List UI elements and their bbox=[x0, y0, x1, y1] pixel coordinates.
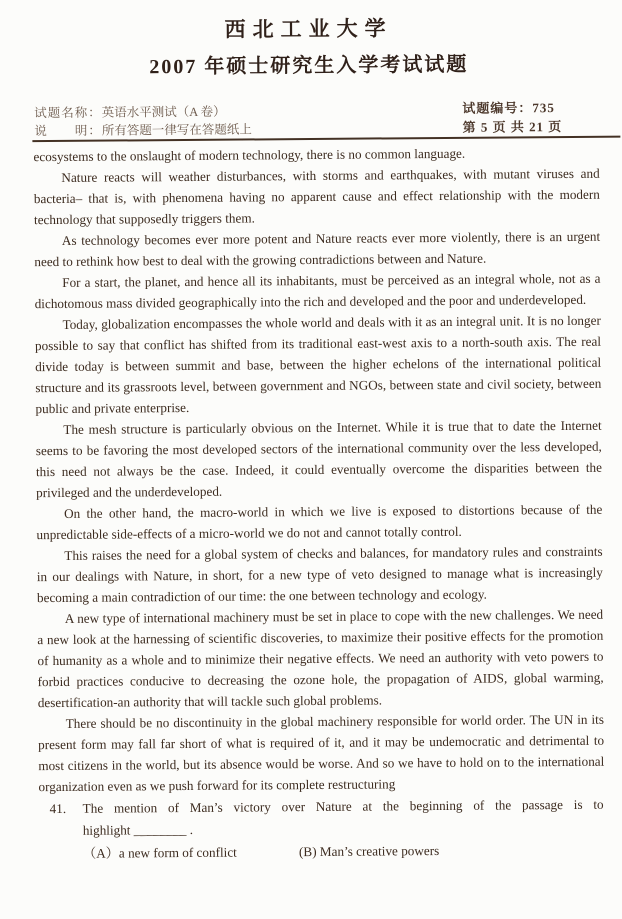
reading-passage bbox=[33, 142, 604, 797]
passage-paragraph: Today, globalization encompasses the whole world and deals with it as an integral unit. It is no longer possible to say that conflict has shifted from its traditional east-west axis to a north-south axis. The real divide today is between summit and base, between the higher echelons of the international political structure and its grassroots level, between government and NGOs, between state and civil society, between public and private enterprise. bbox=[34, 312, 602, 417]
meta-right-block bbox=[462, 98, 562, 137]
test-name-row bbox=[34, 102, 252, 122]
question-stem-line-1: The mention of Man’s victory over Nature at the beginning of the passage is to bbox=[82, 796, 604, 816]
question-stem bbox=[83, 794, 604, 841]
note-label: 说 明： bbox=[34, 123, 102, 139]
passage-paragraph: On the other hand, the macro-world in which we live is exposed to distortions because of the unpredictable side-effects of a micro-world we do not and cannot totally control. bbox=[36, 501, 603, 543]
question-stem-row bbox=[50, 794, 604, 841]
passage-paragraph: A new type of international machinery must be set in place to cope with the new challenges. We need a new look at the harnessing of scientific discoveries, to maximize their positive effects for the promotion of humanity as a whole and to minimize their negative effects. We need an authority with veto powers to forbid practices conducive to decreasing the ozone hole, the propagation of AIDS, global warming, desertification-an authority that will tackle such global problems. bbox=[37, 606, 604, 711]
test-name-value: 英语水平测试（A 卷） bbox=[101, 104, 226, 120]
exam-title: 2007 年硕士研究生入学考试试题 bbox=[149, 53, 469, 79]
meta-left-block bbox=[34, 102, 252, 140]
passage-paragraph: There should be no discontinuity in the global machinery responsible for world order. The UN in its present form may fall far short of what is required of it, and it may be undemocratic and detrimental to most citizens in the world, but its absence would be worse. And so we have to hold on to the international organization even as we push forward for its complete restructuring bbox=[38, 711, 605, 795]
answer-options bbox=[83, 839, 604, 865]
exam-meta-header bbox=[34, 100, 562, 140]
passage-paragraph: For a start, the planet, and hence all its inhabitants, must be perceived as an integral whole, not as a dichotomous mass divided geographically into the rich and developed and the poor and underdeveloped. bbox=[34, 270, 601, 312]
option-a-text: a new form of conflict bbox=[118, 844, 237, 861]
passage-paragraph: As technology becomes ever more potent and Nature reacts ever more violently, there is an urgent need to rethink how best to deal with the growing contradictions between and Nature. bbox=[34, 228, 601, 270]
passage-paragraph: This raises the need for a global system of checks and balances, for mandatory rules and constraints in our dealings with Nature, in short, for a new type of veto designed to manage what is increasingly becoming a main contradiction of our time: the one between technology and ecology. bbox=[36, 543, 603, 606]
test-number-value: 735 bbox=[532, 100, 555, 116]
option-b bbox=[299, 839, 604, 863]
passage-paragraph: The mesh structure is particularly obvious on the Internet. While it is true that to date the Internet seems to be favoring the most developed sectors of the international community over the less developed, this need not always be the case. Indeed, it could eventually overcome the disparities between the privileged and the underdeveloped. bbox=[35, 417, 603, 501]
page-info: 第 5 页 共 21 页 bbox=[462, 119, 563, 135]
university-title: 西北工业大学 bbox=[224, 16, 393, 42]
question-41 bbox=[50, 794, 605, 865]
option-a-label: （A） bbox=[82, 845, 119, 861]
passage-paragraph: ecosystems to the onslaught of modern technology, there is no common language. bbox=[33, 145, 466, 165]
question-number: 41. bbox=[49, 800, 67, 817]
test-number-label: 试题编号： bbox=[462, 100, 533, 116]
question-stem-line-2: highlight ________ . bbox=[82, 821, 194, 838]
option-b-label: (B) bbox=[298, 843, 317, 860]
option-b-text: Man’s creative powers bbox=[319, 843, 440, 859]
note-row bbox=[34, 120, 252, 140]
test-number-row bbox=[462, 98, 562, 118]
passage-paragraph: Nature reacts will weather disturbances, with storms and earthquakes, with mutant viruses and bacteria– that is, with phenomena having no apparent cause and effect relationship with the modern technology that supposedly triggers them. bbox=[33, 165, 600, 228]
test-name-label: 试题名称： bbox=[34, 105, 102, 121]
option-a bbox=[83, 841, 299, 864]
note-value: 所有答题一律写在答题纸上 bbox=[101, 122, 252, 138]
